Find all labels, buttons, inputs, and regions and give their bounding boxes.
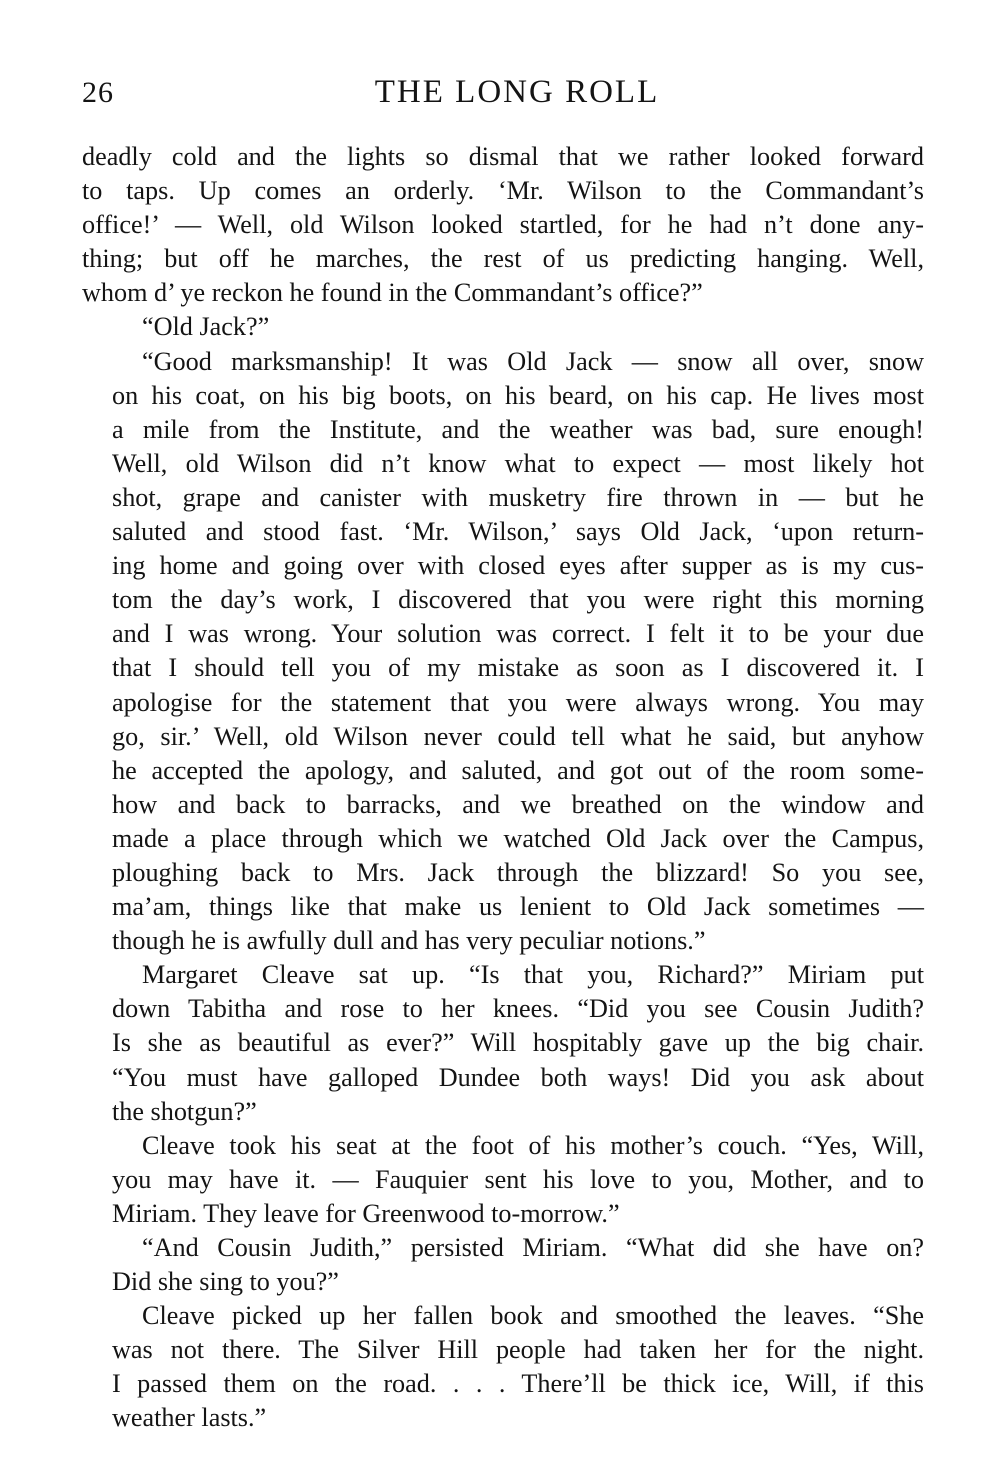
paragraph [82, 1231, 924, 1299]
text-line: Well, old Wilson did n’t know what to expect — most likely hot [112, 448, 924, 478]
paragraph [82, 958, 924, 1128]
text-line: “And Cousin Judith,” persisted Miriam. “What did she have on? [142, 1233, 924, 1262]
text-line: thing; but off he marches, the rest of us predicting hanging. Well, [82, 244, 924, 274]
text-line: on his coat, on his big boots, on his beard, on his cap. He lives most [112, 380, 924, 410]
paragraph [82, 140, 924, 310]
text-line: weather lasts.” [112, 1403, 267, 1433]
paragraph [82, 1299, 924, 1435]
text-line: to taps. Up comes an orderly. ‘Mr. Wilson to the Commandant’s [82, 176, 924, 206]
running-title: THE LONG ROLL [374, 74, 660, 110]
text-line: office!’ — Well, old Wilson looked startled, for he had n’t done any- [82, 210, 924, 240]
text-line: he accepted the apology, and saluted, and got out of the room some- [112, 755, 924, 785]
body-text [82, 140, 924, 1436]
paragraph [82, 310, 924, 344]
text-line: ing home and going over with closed eyes after supper as is my cus- [112, 551, 924, 581]
text-line: go, sir.’ Well, old Wilson never could tell what he said, but anyhow [112, 721, 924, 751]
text-line: Is she as beautiful as ever?” Will hospitably gave up the big chair. [112, 1028, 924, 1058]
text-line: though he is awfully dull and has very peculiar notions.” [112, 926, 706, 956]
text-line: deadly cold and the lights so dismal that we rather looked forward [82, 142, 924, 171]
text-line: Cleave picked up her fallen book and smoothed the leaves. “She [142, 1301, 924, 1331]
page-header [82, 70, 932, 120]
text-line: Did she sing to you?” [112, 1267, 339, 1297]
text-line: ma’am, things like that make us lenient to Old Jack sometimes — [112, 892, 924, 922]
paragraph [82, 1129, 924, 1231]
text-line: Miriam. They leave for Greenwood to-morrow.” [112, 1198, 620, 1228]
text-line: saluted and stood fast. ‘Mr. Wilson,’ says Old Jack, ‘upon return- [112, 517, 924, 547]
text-line: Cleave took his seat at the foot of his mother’s couch. “Yes, Will, [142, 1130, 924, 1160]
text-line: shot, grape and canister with musketry fire thrown in — but he [112, 482, 924, 512]
text-line: ploughing back to Mrs. Jack through the blizzard! So you see, [112, 857, 924, 887]
text-line: the shotgun?” [112, 1096, 257, 1126]
page-number: 26 [82, 76, 114, 109]
text-line: “Old Jack?” [142, 312, 270, 342]
text-line: was not there. The Silver Hill people had taken her for the night. [112, 1335, 924, 1365]
text-line: that I should tell you of my mistake as soon as I discovered it. I [112, 653, 924, 683]
text-line: apologise for the statement that you were always wrong. You may [112, 687, 924, 717]
text-line: I passed them on the road. . . . There’ll be thick ice, Will, if this [112, 1369, 924, 1399]
text-line: “You must have galloped Dundee both ways! Did you ask about [112, 1062, 924, 1092]
text-line: how and back to barracks, and we breathed on the window and [112, 789, 924, 819]
text-line: and I was wrong. Your solution was correct. I felt it to be your due [112, 619, 924, 649]
paragraph [82, 345, 924, 959]
text-line: made a place through which we watched Old Jack over the Campus, [112, 823, 924, 853]
text-line: tom the day’s work, I discovered that you were right this morning [112, 585, 924, 615]
text-line: down Tabitha and rose to her knees. “Did you see Cousin Judith? [112, 994, 924, 1024]
text-line: whom d’ ye reckon he found in the Commandant’s office?” [82, 278, 703, 308]
text-line: a mile from the Institute, and the weather was bad, sure enough! [112, 414, 924, 444]
text-line: “Good marksmanship! It was Old Jack — snow all over, snow [142, 346, 924, 376]
text-line: you may have it. — Fauquier sent his love to you, Mother, and to [112, 1164, 924, 1194]
text-line: Margaret Cleave sat up. “Is that you, Richard?” Miriam put [142, 960, 924, 990]
